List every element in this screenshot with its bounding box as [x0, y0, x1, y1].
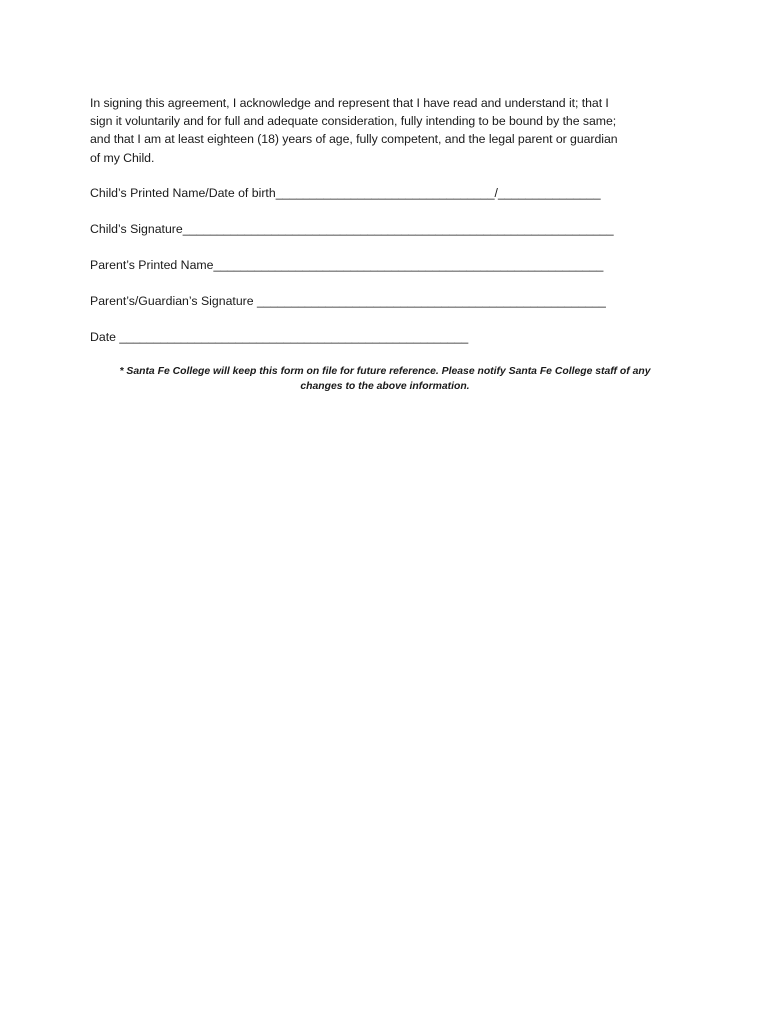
child-name-dob-blank[interactable]: ________________________________/_______________ [275, 185, 601, 200]
parent-name-field[interactable] [90, 256, 680, 274]
parent-name-blank[interactable]: _________________________________________________________ [213, 257, 604, 272]
file-notice [90, 364, 680, 395]
date-blank[interactable]: ___________________________________________________ [119, 329, 469, 344]
guardian-signature-field[interactable] [90, 292, 680, 310]
date-label: Date [90, 329, 120, 344]
child-signature-label: Child’s Signature [90, 221, 183, 236]
guardian-signature-label: Parent’s/Guardian’s Signature [90, 293, 258, 308]
child-signature-blank[interactable]: _______________________________________________________________ [182, 221, 614, 236]
date-field[interactable] [90, 328, 680, 346]
child-name-dob-label: Child’s Printed Name/Date of birth [90, 185, 276, 200]
parent-name-label: Parent’s Printed Name [90, 257, 214, 272]
paragraph-line: of my Child. [90, 150, 155, 165]
child-signature-field[interactable] [90, 220, 680, 238]
paragraph-line: and that I am at least eighteen (18) years of age, fully competent, and the legal parent or guardian [90, 132, 618, 147]
notice-line: * Santa Fe College will keep this form on file for future reference. Please notify Santa Fe College staff of any [119, 365, 651, 377]
paragraph-line: sign it voluntarily and for full and adequate consideration, fully intending to be bound by the same; [90, 114, 617, 129]
acknowledgement-paragraph [90, 94, 680, 167]
guardian-signature-blank[interactable]: ___________________________________________________ [257, 293, 606, 308]
paragraph-line: In signing this agreement, I acknowledge and represent that I have read and understand it; that I [90, 96, 609, 110]
notice-line: changes to the above information. [300, 381, 470, 393]
form-content [90, 94, 680, 395]
child-name-dob-field[interactable] [90, 184, 680, 202]
